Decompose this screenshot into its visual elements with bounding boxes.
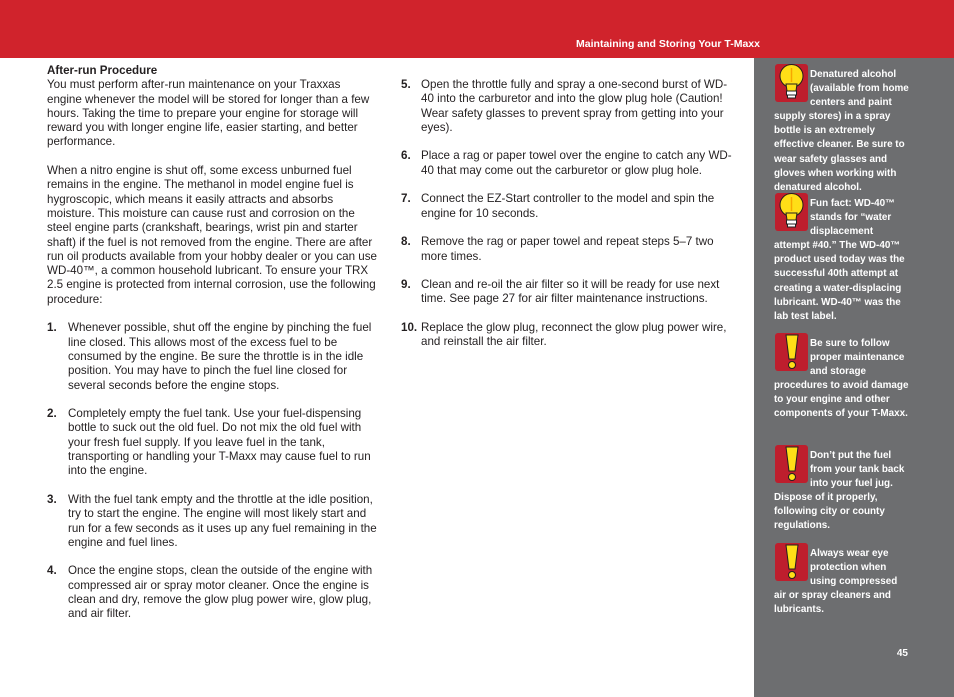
step-text: Completely empty the fuel tank. Use your fuel-dispensing bottle to suck out the old fuel. Do not mix the old fuel with your fresh fuel supply. If you leave fuel in the tank, transporting or handling your T-Maxx may cause fuel to run into the engine.	[68, 407, 371, 478]
warning-icon	[774, 443, 809, 485]
tip-box	[774, 197, 910, 324]
step-number: 3.	[47, 492, 57, 506]
warning-icon	[774, 331, 809, 373]
step-number: 2.	[47, 407, 57, 421]
step-item	[47, 493, 378, 550]
step-number: 10.	[401, 321, 418, 335]
step-text: Remove the rag or paper towel and repeat steps 5–7 two more times.	[421, 235, 714, 263]
step-item	[47, 407, 378, 478]
step-item	[401, 278, 733, 307]
step-number: 5.	[401, 78, 411, 91]
sidebar-tips	[754, 58, 954, 697]
page-number: 45	[896, 648, 908, 659]
tip-box	[774, 337, 910, 422]
step-number: 7.	[401, 192, 411, 206]
step-number: 4.	[47, 564, 57, 578]
step-text: With the fuel tank empty and the throttle at the idle position, try to start the engine. The engine will most likely start and run for a few seconds as it uses up any fuel remaining in the engine and fuel lines.	[68, 492, 377, 549]
step-number: 1.	[47, 321, 57, 335]
section-title: Maintaining and Storing Your T-Maxx	[576, 38, 760, 50]
step-text: Whenever possible, shut off the engine by pinching the fuel line closed. This allows most of the excess fuel to be consumed by the engine. Be sure the throttle is in the idle position. You may have to pinch the fuel line closed for several seconds before the engine stops.	[68, 321, 372, 392]
body-paragraph: When a nitro engine is shut off, some excess unburned fuel remains in the engine. The methanol in model engine fuel is hygroscopic, which means it easily attracts and absorbs moisture. This moisture can cause rust and corrosion on the steel engine parts (crankshaft, bearings, wrist pin and starter shaft) if the fuel is not removed from the engine. There are after run oil products available from your hobby dealer or you can use WD-40™, a common household lubricant. To ensure your TRX 2.5 engine is protected from internal corrosion, use the following procedure:	[47, 164, 377, 306]
tip-box	[774, 68, 910, 195]
warning-icon	[774, 541, 809, 583]
tip-text: Always wear eye protection when using compressed air or spray cleaners and lubricants.	[774, 548, 898, 616]
step-item	[401, 192, 733, 221]
tip-box	[774, 449, 910, 534]
tip-text: Be sure to follow proper maintenance and storage procedures to avoid damage to your engine and other components of your T-Maxx.	[774, 338, 909, 420]
left-column	[47, 64, 378, 636]
step-item	[47, 564, 378, 621]
lightbulb-icon	[774, 62, 809, 104]
step-text: Open the throttle fully and spray a one-second burst of WD-40 into the carburetor and into the glow plug hole (Caution! Wear safety glasses to prevent spray from getting into your eyes).	[421, 78, 728, 134]
step-text: Connect the EZ-Start controller to the model and spin the engine for 10 seconds.	[421, 192, 715, 220]
step-item	[401, 321, 733, 350]
lightbulb-icon	[774, 191, 809, 233]
step-number: 6.	[401, 149, 411, 163]
step-item	[401, 235, 733, 264]
step-number: 9.	[401, 278, 411, 292]
step-text: Place a rag or paper towel over the engine to catch any WD-40 that may come out the carburetor or glow plug hole.	[421, 149, 732, 177]
step-item	[47, 321, 378, 392]
section-heading: After-run Procedure	[47, 64, 158, 77]
right-column	[401, 78, 733, 364]
header-bar	[0, 0, 954, 58]
step-number: 8.	[401, 235, 411, 249]
tip-text: Don’t put the fuel from your tank back into your fuel jug. Dispose of it properly, following city or county regulations.	[774, 450, 905, 532]
tip-text: Denatured alcohol (available from home centers and paint supply stores) in a spray bottle is an extremely effective cleaner. Be sure to wear safety glasses and gloves when working with denatured alcohol.	[774, 69, 909, 193]
tip-box	[774, 547, 910, 617]
tip-text: Fun fact: WD-40™ stands for “water displacement attempt #40.” The WD-40™ product used today was the successful 40th attempt at creating a water-displacing lubricant. WD-40™ was the lab test label.	[774, 198, 905, 322]
step-text: Clean and re-oil the air filter so it will be ready for use next time. See page 27 for air filter maintenance instructions.	[421, 278, 720, 306]
intro-paragraph: You must perform after-run maintenance on your Traxxas engine whenever the model will be stored for longer than a few hours. Taking the time to prepare your engine for storage will reward you with longer engine life, easier starting, and better performance.	[47, 78, 370, 149]
step-item	[401, 78, 733, 135]
step-item	[401, 149, 733, 178]
step-text: Once the engine stops, clean the outside of the engine with compressed air or spray motor cleaner. Once the engine is clean and dry, remove the glow plug power wire, glow plug, and air filter.	[68, 564, 373, 621]
step-text: Replace the glow plug, reconnect the glow plug power wire, and reinstall the air filter.	[421, 321, 727, 349]
